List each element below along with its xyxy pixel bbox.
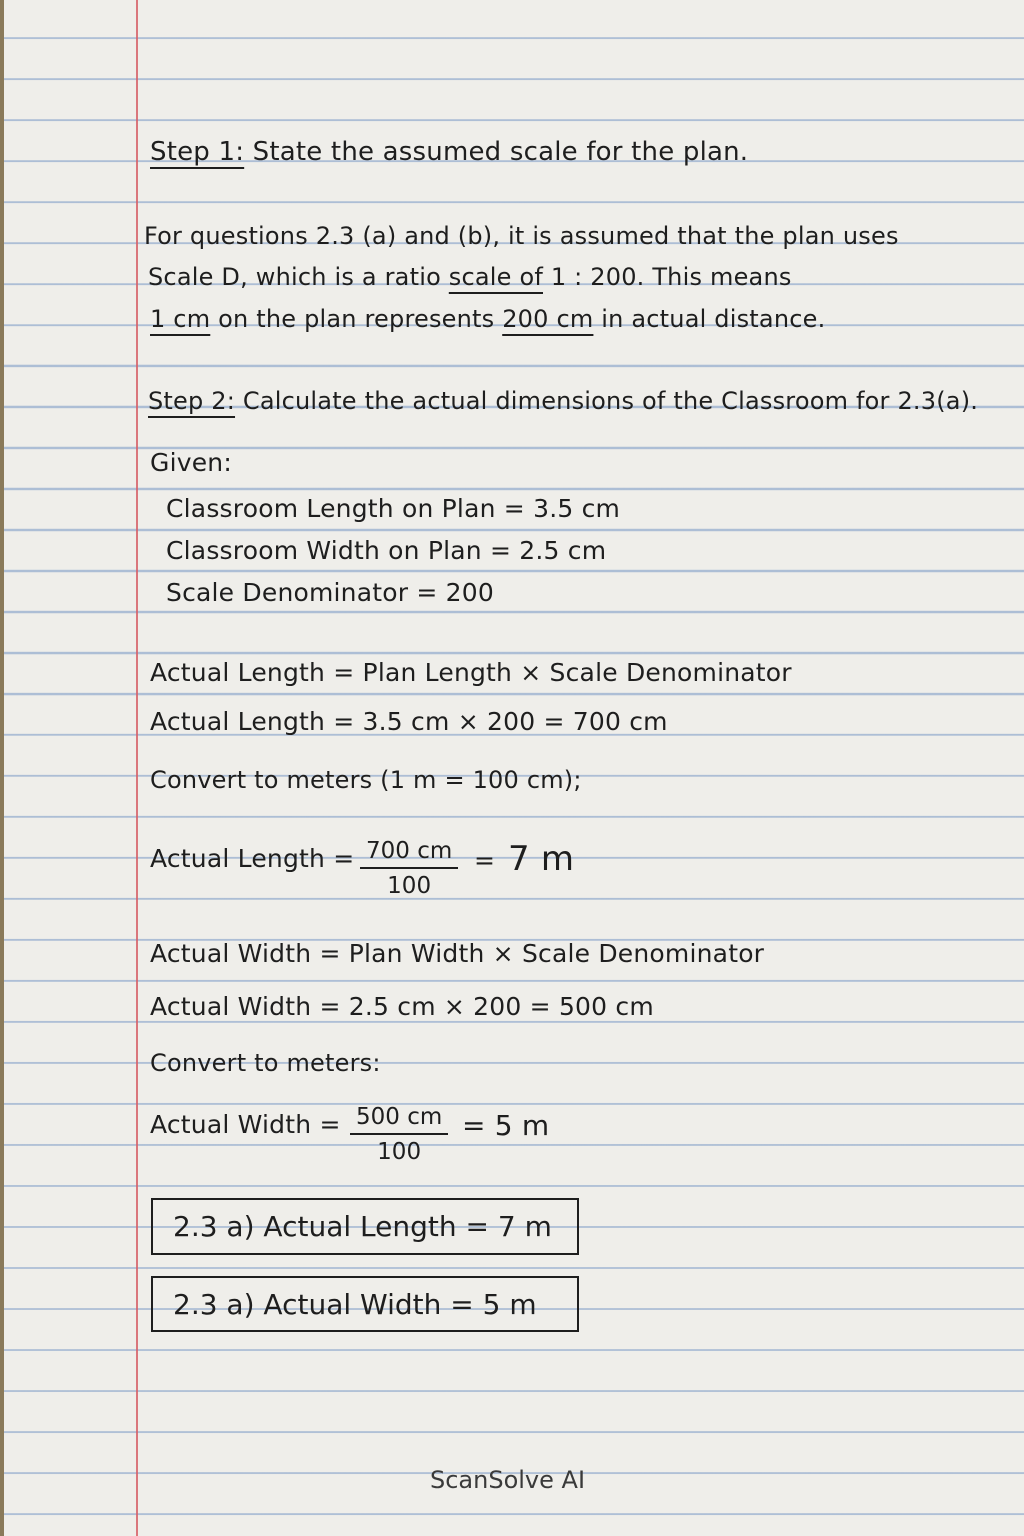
length-lhs: Actual Length =: [150, 844, 355, 873]
intro-line2-c: 1 : 200. This means: [550, 263, 792, 291]
length-denominator: 100: [387, 873, 432, 899]
length-numerator: 700 cm: [360, 838, 458, 869]
step1-label: Step 1:: [150, 137, 245, 167]
footer-brand: ScanSolve AI: [430, 1466, 586, 1494]
given-item-width: Classroom Width on Plan = 2.5 cm: [166, 536, 607, 565]
given-item-length: Classroom Length on Plan = 3.5 cm: [166, 494, 621, 523]
intro-line3-b: on the plan represents: [218, 305, 495, 333]
intro-line2-b: scale of: [448, 263, 543, 291]
length-equals: =: [474, 846, 496, 875]
intro-line3-c: 200 cm: [502, 305, 594, 333]
margin-line: [136, 0, 138, 1536]
intro-line1: For questions 2.3 (a) and (b), it is assumed that the plan uses: [144, 222, 899, 250]
intro-line2: [148, 265, 792, 289]
intro-line2-a: Scale D, which is a ratio: [148, 263, 441, 291]
length-result: 7 m: [508, 839, 575, 879]
paper-edge: [0, 0, 4, 1536]
length-formula: Actual Length = Plan Length × Scale Denominator: [150, 658, 792, 687]
length-fraction: [360, 838, 458, 899]
width-result: = 5 m: [462, 1109, 550, 1142]
width-denominator: 100: [377, 1139, 422, 1165]
width-fraction: [350, 1104, 448, 1165]
intro-line3: [150, 307, 825, 331]
step2-heading: [148, 389, 978, 413]
given-label: Given:: [150, 448, 232, 477]
width-lhs: Actual Width =: [150, 1110, 341, 1139]
intro-line3-a: 1 cm: [150, 305, 211, 333]
intro-line3-d: in actual distance.: [601, 305, 826, 333]
step1-text: State the assumed scale for the plan.: [252, 137, 749, 167]
given-item-scale: Scale Denominator = 200: [166, 578, 494, 607]
length-calc: Actual Length = 3.5 cm × 200 = 700 cm: [150, 707, 668, 736]
width-numerator: 500 cm: [350, 1104, 448, 1135]
step2-text: Calculate the actual dimensions of the Classroom for 2.3(a).: [242, 387, 979, 415]
width-calc: Actual Width = 2.5 cm × 200 = 500 cm: [150, 992, 654, 1021]
length-convert: Convert to meters (1 m = 100 cm);: [150, 766, 582, 794]
answer-box-width: 2.3 a) Actual Width = 5 m: [151, 1276, 579, 1332]
width-formula: Actual Width = Plan Width × Scale Denominator: [150, 939, 765, 968]
step1-heading: [150, 139, 748, 165]
step2-label: Step 2:: [148, 387, 236, 415]
answer-box-length: 2.3 a) Actual Length = 7 m: [151, 1198, 579, 1255]
width-convert: Convert to meters:: [150, 1049, 381, 1077]
